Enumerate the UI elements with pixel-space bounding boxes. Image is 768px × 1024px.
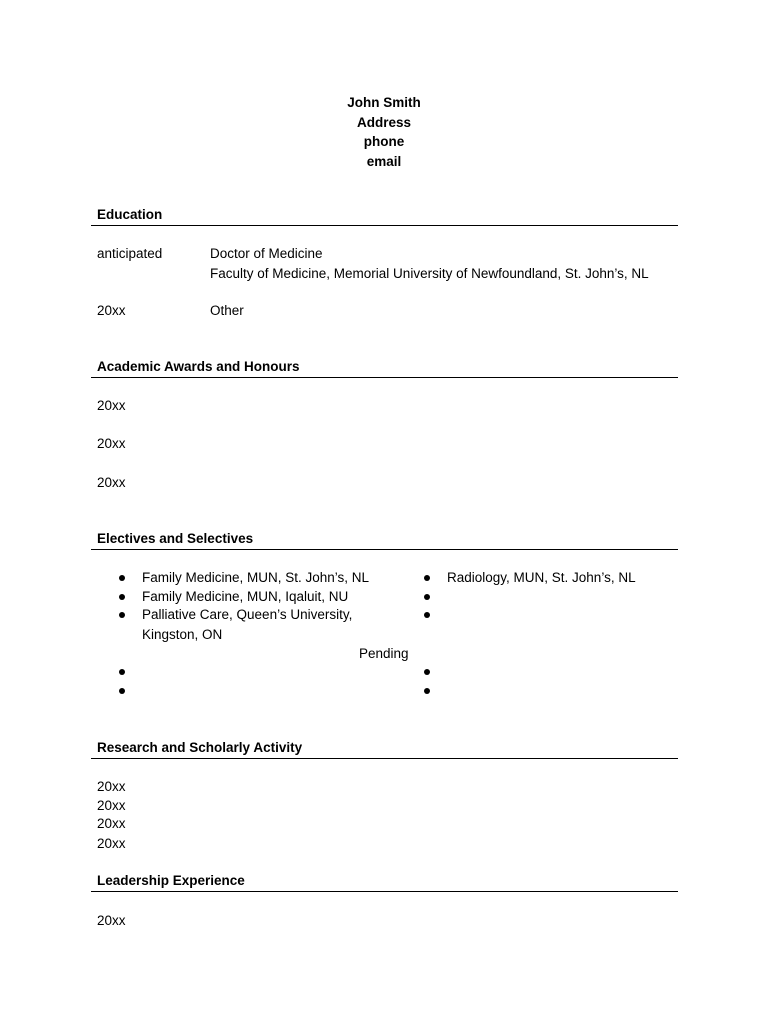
bullet-icon [119, 575, 125, 581]
section-divider [91, 891, 678, 892]
section-title-awards: Academic Awards and Honours [97, 359, 300, 374]
applicant-name: John Smith [347, 95, 421, 110]
elective-item: Palliative Care, Queen’s University, [142, 607, 353, 622]
bullet-icon [424, 612, 430, 618]
applicant-phone: phone [363, 134, 405, 149]
section-title-electives: Electives and Selectives [97, 531, 254, 546]
section-divider [91, 377, 678, 378]
education-date: anticipated [97, 246, 163, 261]
award-date: 20xx [97, 436, 126, 451]
section-divider [91, 758, 678, 759]
research-date: 20xx [97, 836, 126, 851]
leadership-date: 20xx [97, 913, 126, 928]
education-other: Other [210, 303, 244, 318]
bullet-icon [119, 669, 125, 675]
section-divider [91, 225, 678, 226]
elective-item: Family Medicine, MUN, St. John’s, NL [142, 570, 370, 585]
award-date: 20xx [97, 475, 126, 490]
section-title-research: Research and Scholarly Activity [97, 740, 303, 755]
research-date: 20xx [97, 779, 126, 794]
elective-item-continued: Kingston, ON [142, 627, 223, 642]
contact-header [0, 93, 768, 171]
research-date: 20xx [97, 798, 126, 813]
bullet-icon [119, 688, 125, 694]
pending-label: Pending [359, 646, 409, 661]
elective-item: Radiology, MUN, St. John’s, NL [447, 570, 636, 585]
section-title-education: Education [97, 207, 163, 222]
bullet-icon [119, 612, 125, 618]
bullet-icon [424, 594, 430, 600]
section-divider [91, 549, 678, 550]
bullet-icon [424, 575, 430, 581]
elective-item: Family Medicine, MUN, Iqaluit, NU [142, 589, 349, 604]
bullet-icon [119, 594, 125, 600]
education-date: 20xx [97, 303, 126, 318]
section-title-leadership: Leadership Experience [97, 873, 245, 888]
applicant-email: email [366, 153, 402, 169]
applicant-address: Address [356, 114, 412, 130]
education-institution: Faculty of Medicine, Memorial University of Newfoundland, St. John’s, NL [210, 266, 649, 281]
research-date: 20xx [97, 816, 126, 831]
bullet-icon [424, 669, 430, 675]
education-degree: Doctor of Medicine [210, 246, 323, 261]
bullet-icon [424, 688, 430, 694]
award-date: 20xx [97, 398, 126, 413]
